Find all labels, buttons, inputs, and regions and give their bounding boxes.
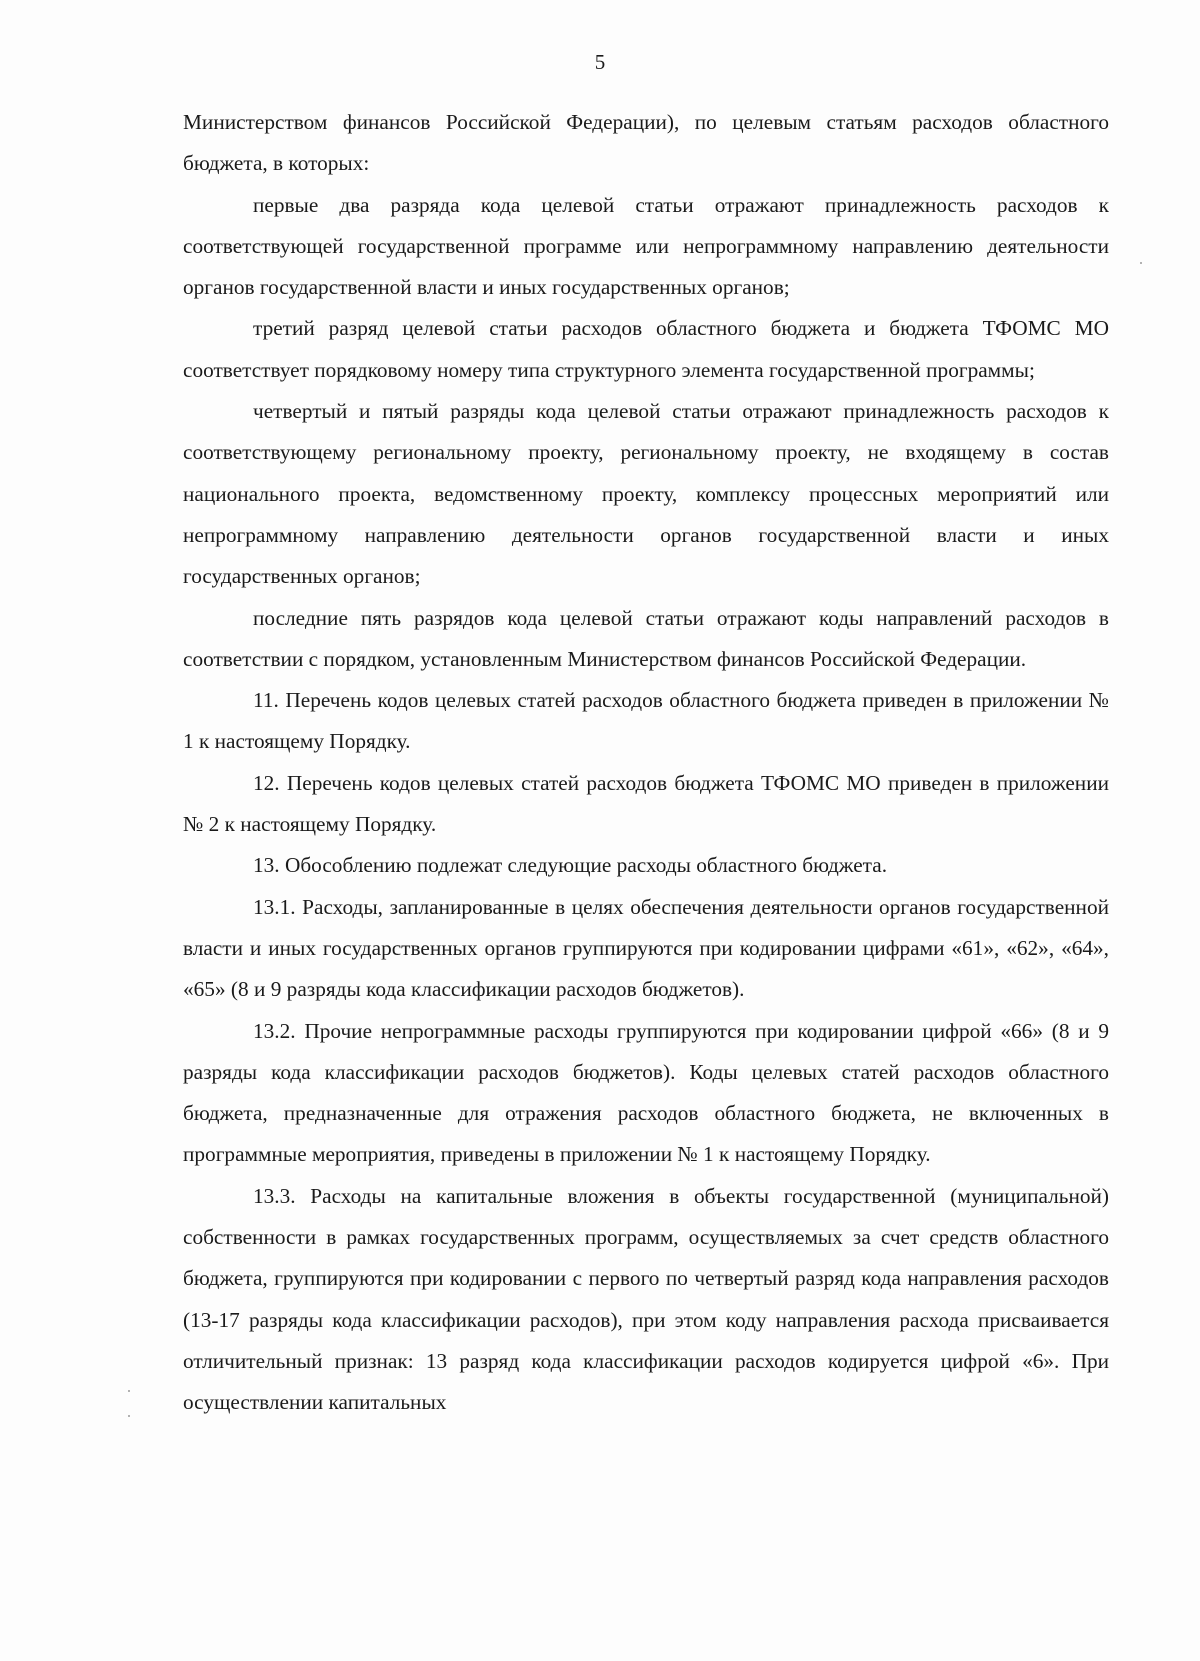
- paragraph-item-13: 13. Обособлению подлежат следующие расходы областного бюджета.: [253, 853, 888, 878]
- paragraph-item-13-2: 13.2. Прочие непрограммные расходы группируются при кодировании цифрой «66» (8 и 9 разряды кода классификации расходов бюджетов). Коды целевых статей расходов областного бюджета, предназначенные для отражения расходов областного бюджета, не включенных в программные мероприятия, приведены в приложении № 1 к настоящему Порядку.: [183, 1018, 1109, 1167]
- scan-speck: [128, 1390, 130, 1392]
- paragraph-fourth-fifth-digits: четвертый и пятый разряды кода целевой статьи отражают принадлежность расходов к соответствующему региональному проекту, региональному проекту, не входящему в состав национального проекта, ведомственному проекту, комплексу процессных мероприятий или непрограммному направлению деятельности органов государственной власти и иных государственных органов;: [183, 399, 1109, 589]
- paragraph-item-12: 12. Перечень кодов целевых статей расходов бюджета ТФОМС МО приведен в приложении № 2 к настоящему Порядку.: [183, 770, 1109, 837]
- paragraph-third-digit: третий разряд целевой статьи расходов областного бюджета и бюджета ТФОМС МО соответствует порядковому номеру типа структурного элемента государственной программы;: [183, 316, 1109, 382]
- paragraph-last-five-digits: последние пять разрядов кода целевой статьи отражают коды направлений расходов в соответствии с порядком, установленным Министерством финансов Российской Федерации.: [183, 605, 1109, 671]
- document-body: [183, 102, 1109, 1424]
- paragraph-item-13-1: 13.1. Расходы, запланированные в целях обеспечения деятельности органов государственной власти и иных государственных органов группируются при кодировании цифрами «61», «62», «64», «65» (8 и 9 разряды кода классификации расходов бюджетов).: [183, 894, 1109, 1002]
- page-number: 5: [594, 50, 606, 74]
- paragraph-first-two-digits: первые два разряда кода целевой статьи отражают принадлежность расходов к соответствующей государственной программе или непрограммному направлению деятельности органов государственной власти и иных государственных органов;: [183, 192, 1109, 300]
- scan-speck: [1140, 262, 1142, 264]
- paragraph-continuation: Министерством финансов Российской Федерации), по целевым статьям расходов областного бюджета, в которых:: [183, 110, 1109, 176]
- scan-speck: [128, 1415, 130, 1417]
- paragraph-item-13-3: 13.3. Расходы на капитальные вложения в объекты государственной (муниципальной) собственности в рамках государственных программ, осуществляемых за счет средств областного бюджета, группируются при кодировании с первого по четвертый разряд кода направления расходов (13-17 разряды кода классификации расходов), при этом коду направления расхода присваивается отличительный признак: 13 разряд кода классификации расходов кодируется цифрой «6». При осуществлении капитальных: [183, 1183, 1109, 1415]
- paragraph-item-11: 11. Перечень кодов целевых статей расходов областного бюджета приведен в приложении № 1 к настоящему Порядку.: [183, 688, 1109, 754]
